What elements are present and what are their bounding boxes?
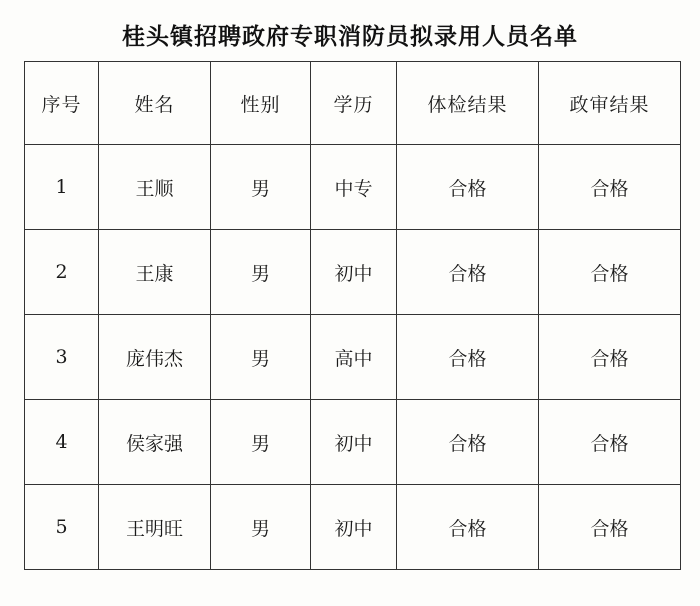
- table-row: [25, 400, 681, 485]
- table-header-row: [25, 62, 681, 145]
- cell-background-check: 合格: [539, 145, 681, 230]
- cell-education: 初中: [311, 485, 397, 570]
- cell-name: 王康: [99, 230, 211, 315]
- cell-medical-result: 合格: [397, 145, 539, 230]
- cell-gender: 男: [211, 145, 311, 230]
- table-row: [25, 485, 681, 570]
- cell-medical-result: 合格: [397, 400, 539, 485]
- cell-index: 1: [25, 145, 99, 230]
- cell-education: 中专: [311, 145, 397, 230]
- cell-name: 侯家强: [99, 400, 211, 485]
- table-row: [25, 315, 681, 400]
- cell-background-check: 合格: [539, 230, 681, 315]
- cell-name: 庞伟杰: [99, 315, 211, 400]
- cell-gender: 男: [211, 485, 311, 570]
- cell-gender: 男: [211, 400, 311, 485]
- cell-background-check: 合格: [539, 485, 681, 570]
- column-header-gender: 性别: [211, 62, 311, 145]
- column-header-index: 序号: [25, 62, 99, 145]
- cell-education: 高中: [311, 315, 397, 400]
- cell-gender: 男: [211, 230, 311, 315]
- cell-index: 5: [25, 485, 99, 570]
- column-header-name: 姓名: [99, 62, 211, 145]
- cell-medical-result: 合格: [397, 315, 539, 400]
- cell-gender: 男: [211, 315, 311, 400]
- cell-medical-result: 合格: [397, 230, 539, 315]
- cell-name: 王明旺: [99, 485, 211, 570]
- column-header-education: 学历: [311, 62, 397, 145]
- cell-education: 初中: [311, 230, 397, 315]
- cell-education: 初中: [311, 400, 397, 485]
- cell-background-check: 合格: [539, 315, 681, 400]
- hiring-list-table: [24, 61, 681, 570]
- column-header-medical-result: 体检结果: [397, 62, 539, 145]
- cell-index: 3: [25, 315, 99, 400]
- cell-medical-result: 合格: [397, 485, 539, 570]
- cell-name: 王顺: [99, 145, 211, 230]
- cell-background-check: 合格: [539, 400, 681, 485]
- column-header-background-check: 政审结果: [539, 62, 681, 145]
- table-row: [25, 145, 681, 230]
- document-title: 桂头镇招聘政府专职消防员拟录用人员名单: [122, 24, 578, 50]
- table-row: [25, 230, 681, 315]
- cell-index: 2: [25, 230, 99, 315]
- cell-index: 4: [25, 400, 99, 485]
